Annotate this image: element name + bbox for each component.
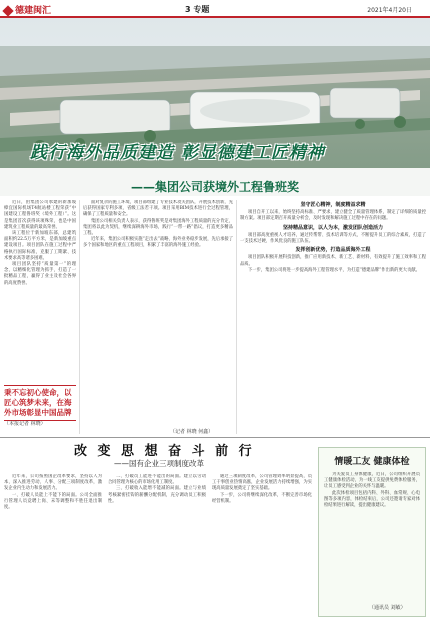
left-article-column <box>4 200 76 382</box>
airport-aerial-photo <box>0 18 430 196</box>
column-divider <box>79 200 80 434</box>
column-divider <box>236 200 237 434</box>
paragraph: 项目团队积极开展科技创新，推广应用新技术、新工艺、新材料，有效提升了施工效率和工程品质。 <box>240 255 426 267</box>
sidebar-box <box>318 447 426 617</box>
aerial-photo-illustration <box>0 18 430 196</box>
paragraph: 通过三项制度改革，公司管理效率明显提高，员工干事创业热情高涨，企业发展活力持续增强，为实现高质量发展奠定了坚实基础。 <box>212 474 312 492</box>
right-article-column <box>240 200 426 434</box>
section-divider <box>0 437 430 438</box>
page-number: 3 专题 <box>185 5 210 14</box>
pull-quote: 秉不忘初心使命，以匠心筑梦未来，在海外市场彰显中国品牌 <box>4 385 76 421</box>
sidebar-title: 情暖工友 健康体检 <box>334 457 410 467</box>
sidebar-text <box>324 472 420 602</box>
paragraph: 一、打破人员能上不能下的局面。公司全面推行管理人员竞聘上岗、末等调整和不胜任退出制度。 <box>4 492 102 511</box>
bottom-article-subtitle: ——国有企业三项制度改革 <box>114 459 204 468</box>
left-byline: （本报记者 林晓） <box>4 421 46 427</box>
paragraph: 该工程位于新加坡东部，总建筑面积约22.5万平方米，是新加坡重点建设项目。项目团队在施工过程中严格执行国际标准，克服了工期紧、技术要求高等诸多困难。 <box>4 231 76 261</box>
paragraph: 近年来，集团公司积极实施“走出去”战略，海外业务稳步发展，先后承接了多个国家和地区的重点工程项目，积累了丰富的海外施工经验。 <box>83 237 233 249</box>
paragraph: 近日，由集团公司承建的新加坡樟宜国际机场T4航站楼工程荣获“中国建设工程鲁班奖（境外工程）”。这是集团首次获得该项殊荣，也是中国建筑业工程质量的最高荣誉。 <box>4 200 76 230</box>
section-heading: 坚守匠心精神，制度精益求精 <box>300 202 366 208</box>
paragraph: 面对复杂的施工环境，项目部组建了专业技术攻关团队，开展技术创新，先后获得国家专利多项、省级工法若干项。项目采用BIM技术进行全过程管理，确保了工程质量和安全。 <box>83 200 233 218</box>
paragraph: 下一步，公司将继续深化改革，不断完善市场化经营机制。 <box>212 492 312 504</box>
paragraph: 集团公司相关负责人表示，获得鲁班奖是对集团海外工程质量的充分肯定，集团将以此为契机，继续深耕海外市场，践行“一带一路”倡议，打造更多精品工程。 <box>83 218 233 237</box>
feature-headline: 践行海外品质建造 彰显德建工匠精神 <box>30 143 325 163</box>
center-article-column <box>83 200 233 428</box>
center-byline: （记者 林晓 何鑫） <box>170 429 214 435</box>
bottom-column-1 <box>4 474 102 616</box>
paragraph: 二、打破员工能进不能出的局面。建立以劳动合同管理为核心的市场化用工制度。 <box>108 474 206 486</box>
logo-icon <box>2 5 13 16</box>
paragraph: 项目自开工以来，始终坚持高标准、严要求，建立健全了质量管理体系，制定了详细的质量控制方案。项目部定期召开质量分析会，及时发现和解决施工过程中存在的问题。 <box>240 210 426 222</box>
paragraph: 为关爱员工身体健康，近日，公司组织开展员工健康体检活动，为一线工友提供免费体检服务，让员工感受到企业的关怀与温暖。 <box>324 472 420 490</box>
paragraph: 项目团队坚持“质量第一”的理念，以精细化管理为抓手，打造了一批精品工程，赢得了业主及社会各界的高度赞誉。 <box>4 262 76 286</box>
sidebar-byline: （通讯员 刘敏） <box>369 605 406 611</box>
bottom-article-title: 改 变 思 想 奋 斗 前 行 <box>74 444 255 459</box>
paragraph: 此次体检项目包括内科、外科、血常规、心电图等多项内容，体检结束后，公司还邀请专家对体检结果进行解读，提出健康建议。 <box>324 490 420 509</box>
paragraph: 项目部高度重视人才培养，通过传帮带、技术培训等方式，不断提升员工的综合素质，打造了一支技术过硬、作风优良的施工队伍。 <box>240 232 426 245</box>
section-heading: 坚持精品意识，以人为本，激发团队创造活力 <box>282 224 383 231</box>
issue-date: 2021年4月20日 <box>367 7 412 14</box>
bottom-column-3 <box>212 474 312 616</box>
feature-subhead: ——集团公司获境外工程鲁班奖 <box>130 180 299 194</box>
newspaper-logo <box>4 3 51 16</box>
paragraph: 下一步，集团公司将进一步提高海外工程管理水平，为打造“德建品牌”作出新的更大贡献。 <box>248 267 420 273</box>
paragraph: 近年来，公司按照国企改革要求，坚持以人为本，深入推进劳动、人事、分配三项制度改革，激发企业内生动力和发展活力。 <box>4 474 102 492</box>
section-heading: 发挥创新优势，打造品质海外工程 <box>295 247 371 254</box>
logo-text: 德建闽汇 <box>15 6 52 16</box>
paragraph: 三、打破收入能增不能减的局面。建立与业绩考核紧密挂钩的薪酬分配机制，充分调动员工积极性。 <box>108 486 206 504</box>
bottom-column-2 <box>108 474 206 616</box>
